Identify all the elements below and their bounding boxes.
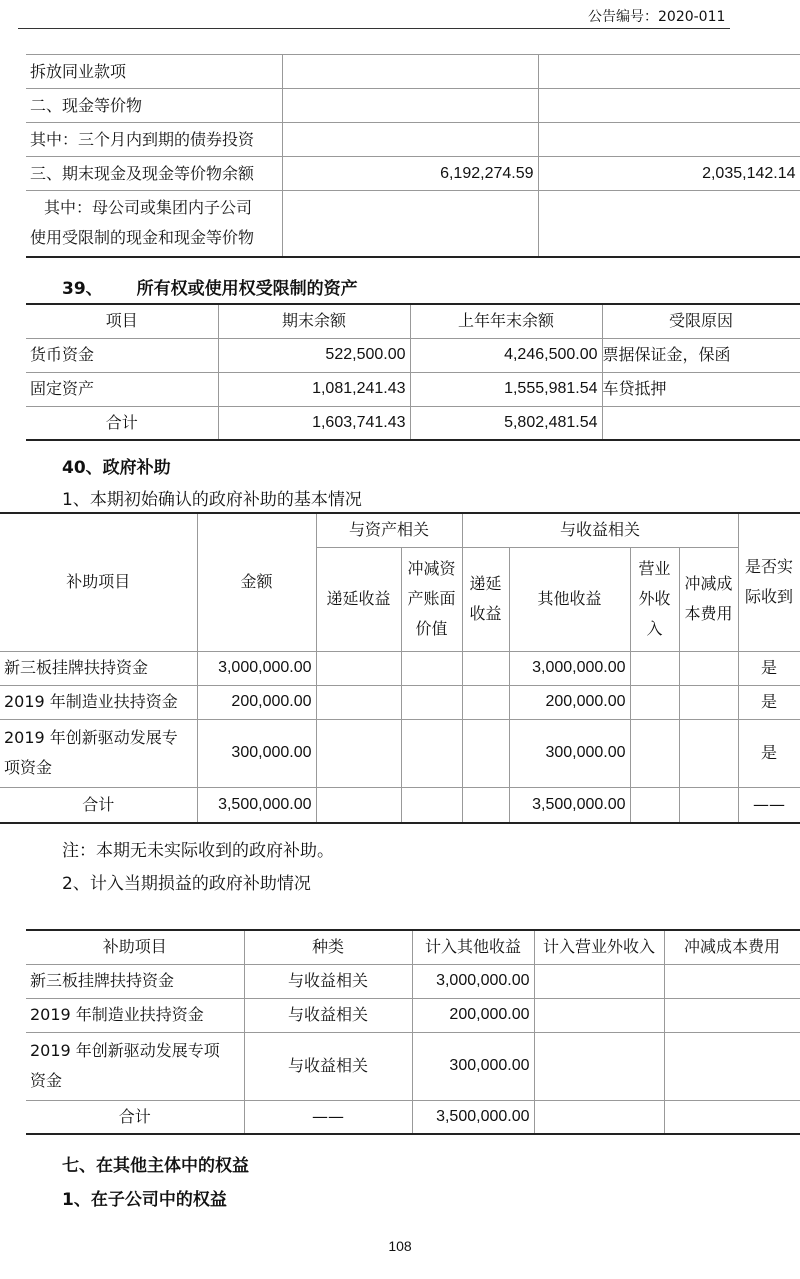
table-header-row: 补助项目 金额 与资产相关 与收益相关 是否实 际收到	[0, 513, 800, 547]
section-40-subheading-2: 2、计入当期损益的政府补助情况	[62, 874, 311, 894]
table-row: 固定资产 1,081,241.43 1,555,981.54 车贷抵押	[26, 372, 800, 406]
section-40-heading: 40、政府补助	[62, 458, 171, 478]
table-row	[26, 55, 800, 89]
current-value: 6,192,274.59	[282, 157, 538, 191]
table-row	[26, 191, 800, 257]
cashflow-table	[26, 54, 800, 258]
table-row: 新三板挂牌扶持资金 3,000,000.00 3,000,000.00 是	[0, 651, 800, 685]
previous-value: 2,035,142.14	[538, 157, 800, 191]
table-row	[26, 123, 800, 157]
table-row	[26, 89, 800, 123]
table-row: 2019 年创新驱动发展专 项资金 300,000.00 300,000.00 是	[0, 719, 800, 787]
section-39-heading: 39、 所有权或使用权受限制的资产	[62, 279, 358, 299]
section-40-subheading-1: 1、本期初始确认的政府补助的基本情况	[62, 490, 362, 510]
announcement-number: 公告编号：2020-011	[588, 9, 726, 25]
restricted-assets-table	[26, 303, 800, 441]
table-total-row: 合计 3,500,000.00 3,500,000.00 ——	[0, 787, 800, 823]
row-label: 其中：母公司或集团内子公司 使用受限制的现金和现金等价物	[26, 191, 282, 257]
grants-pl-table	[26, 929, 800, 1135]
row-label: 其中：三个月内到期的债券投资	[26, 123, 282, 157]
row-label: 二、现金等价物	[26, 89, 282, 123]
page-number: 108	[388, 1238, 412, 1254]
table-row: 2019 年制造业扶持资金 与收益相关 200,000.00	[26, 998, 800, 1032]
grants-table	[0, 512, 800, 824]
table-total-row: 合计 1,603,741.43 5,802,481.54	[26, 406, 800, 440]
row-label: 拆放同业款项	[26, 55, 282, 89]
table-row: 货币资金 522,500.00 4,246,500.00 票据保证金，保函	[26, 338, 800, 372]
table-total-row: 合计 —— 3,500,000.00	[26, 1100, 800, 1134]
table-header-row: 项目 期末余额 上年年末余额 受限原因	[26, 304, 800, 338]
table-row	[26, 157, 800, 191]
table-header-row: 递延收益 冲减资 产账面 价值 递延 收益 其他收益 营业 外收 入 冲减成 本费用	[0, 547, 800, 651]
row-label: 三、期末现金及现金等价物余额	[26, 157, 282, 191]
section-7-heading: 七、在其他主体中的权益	[62, 1156, 249, 1176]
document-header	[0, 4, 800, 28]
table-row: 新三板挂牌扶持资金 与收益相关 3,000,000.00	[26, 964, 800, 998]
table-row: 2019 年制造业扶持资金 200,000.00 200,000.00 是	[0, 685, 800, 719]
grants-note: 注：本期无未实际收到的政府补助。	[62, 841, 334, 861]
table-row: 2019 年创新驱动发展专项 资金 与收益相关 300,000.00	[26, 1032, 800, 1100]
section-7-subheading-1: 1、在子公司中的权益	[62, 1190, 227, 1210]
table-header-row: 补助项目 种类 计入其他收益 计入营业外收入 冲减成本费用	[26, 930, 800, 964]
header-rule	[18, 28, 730, 29]
